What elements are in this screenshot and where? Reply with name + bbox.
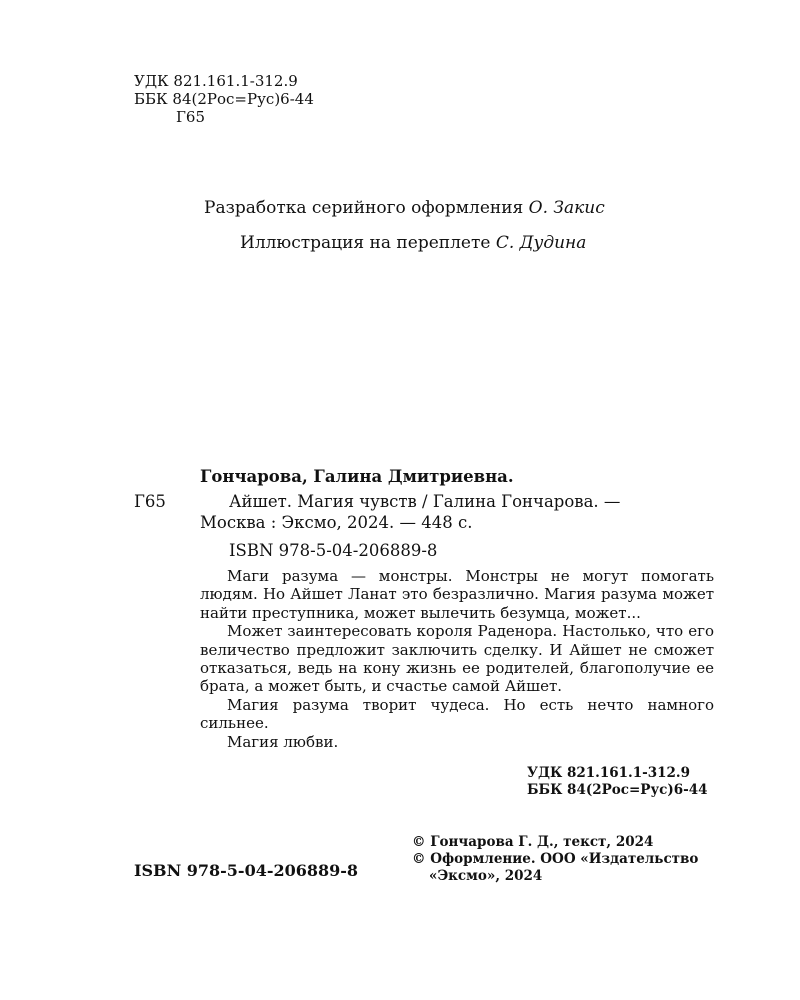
catalog-title-line1: Айшет. Магия чувств / Галина Гончарова. — (229, 492, 621, 511)
annotation-paragraph: Маги разума — монстры. Монстры не могут помогать людям. Но Айшет Ланат это безразлично. Магия разума может найти преступника, может вылечить безумца, может... (200, 567, 714, 622)
illustration-credit-name: С. Дудина (495, 233, 587, 253)
catalog-sign: Г65 (134, 492, 166, 511)
catalog-author-heading: Гончарова, Галина Дмитриевна. (200, 467, 514, 486)
catalog-udk: УДК 821.161.1-312.9 (527, 765, 690, 781)
footer-isbn: ISBN 978-5-04-206889-8 (134, 861, 359, 880)
copyright-design-line1: © Оформление. ООО «Издательство (412, 851, 699, 867)
copyright-text: © Гончарова Г. Д., текст, 2024 (412, 834, 654, 850)
annotation (200, 567, 714, 751)
catalog-isbn: ISBN 978-5-04-206889-8 (229, 541, 438, 560)
illustration-credit (240, 233, 586, 253)
design-credit-name: О. Закис (528, 198, 605, 218)
annotation-paragraph: Магия разума творит чудеса. Но есть нечто намного сильнее. (200, 695, 714, 733)
design-credit-label: Разработка серийного оформления (204, 198, 524, 218)
design-credit (204, 198, 605, 218)
annotation-paragraph: Магия любви. (227, 732, 339, 751)
udk-code: УДК 821.161.1-312.9 (134, 72, 298, 90)
catalog-bbk: ББК 84(2Рос=Рус)6-44 (527, 782, 708, 798)
author-sign: Г65 (176, 108, 206, 126)
copyright-design-line2: «Эксмо», 2024 (429, 868, 543, 884)
annotation-paragraph: Может заинтересовать короля Раденора. Настолько, что его величество предложит заключить сделку. И Айшет не сможет отказаться, ведь на кону жизнь ее родителей, благополучие ее брата, а может быть, и счастье самой Айшет. (200, 622, 714, 696)
catalog-title-line2: Москва : Эксмо, 2024. — 448 с. (200, 513, 473, 532)
bbk-code: ББК 84(2Рос=Рус)6-44 (134, 90, 314, 108)
illustration-credit-label: Иллюстрация на переплете (240, 233, 491, 253)
